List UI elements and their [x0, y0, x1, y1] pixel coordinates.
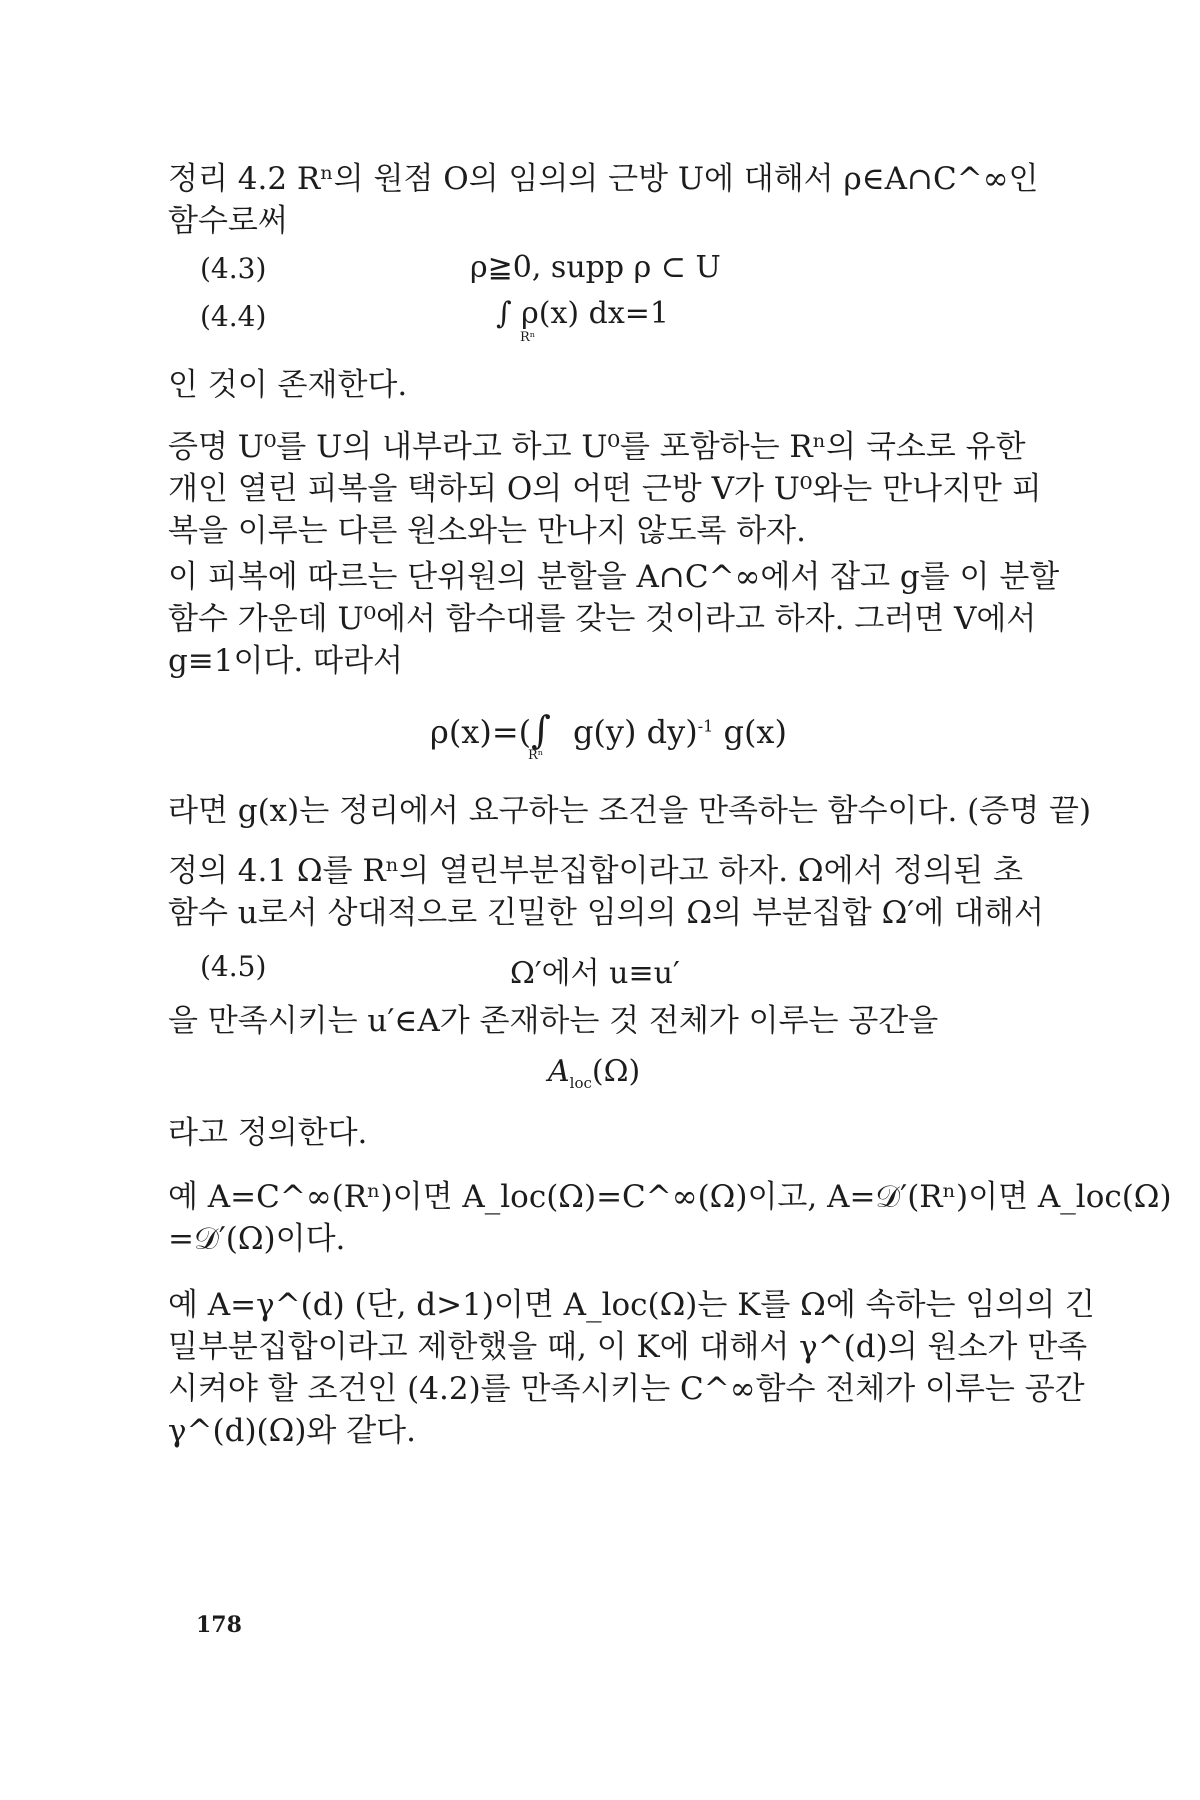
example-2-line3: 시켜야 할 조건인 (4.2)를 만족시키는 C^∞함수 전체가 이루는 공간 — [168, 1371, 1085, 1407]
equation-4-3: ρ≧0, supp ρ ⊂ U — [470, 250, 721, 285]
example-2-line1: 예 A=γ^(d) (단, d>1)이면 A_loc(Ω)는 K를 Ω에 속하는 임의의 긴 — [168, 1287, 1095, 1323]
definition-4-1-line2: 함수 u로서 상대적으로 긴밀한 임의의 Ω의 부분집합 Ω′에 대해서 — [168, 895, 1044, 931]
equation-rho-mid: g(y) dy) — [572, 713, 698, 751]
proof-line1: 증명 U⁰를 U의 내부라고 하고 U⁰를 포함하는 Rⁿ의 국소로 유한 — [168, 429, 1026, 465]
proof-conclusion: 라면 g(x)는 정리에서 요구하는 조건을 만족하는 함수이다. (증명 끝) — [168, 793, 1092, 829]
definition-4-1-line3: 을 만족시키는 u′∈A가 존재하는 것 전체가 이루는 공간을 — [168, 1003, 939, 1039]
proof-line2: 개인 열린 피복을 택하되 O의 어떤 근방 V가 U⁰와는 만나지만 피 — [168, 471, 1042, 507]
equation-rho-subscript: Rⁿ — [528, 748, 544, 763]
equation-4-4-subscript: Rⁿ — [520, 330, 536, 345]
theorem-4-2-line1: 정리 4.2 Rⁿ의 원점 O의 임의의 근방 U에 대해서 ρ∈A∩C^∞인 — [168, 161, 1039, 197]
definition-4-1-line1: 정의 4.1 Ω를 Rⁿ의 열린부분집합이라고 하자. Ω에서 정의된 초 — [168, 853, 1024, 889]
page-number: 178 — [196, 1612, 242, 1638]
proof-line6: g≡1이다. 따라서 — [168, 643, 403, 679]
proof-line5: 함수 가운데 U⁰에서 함수대를 갖는 것이라고 하자. 그러면 V에서 — [168, 601, 1037, 637]
equation-rho-integral: ∫ — [531, 708, 551, 752]
definition-4-1-line4: 라고 정의한다. — [168, 1115, 368, 1151]
example-1-line2: =𝒟′(Ω)이다. — [168, 1221, 346, 1257]
theorem-conclusion: 인 것이 존재한다. — [168, 367, 408, 403]
theorem-4-2-line2: 함수로써 — [168, 203, 288, 239]
equation-number-4-4: (4.4) — [200, 300, 267, 333]
equation-rho-exponent: -1 — [697, 716, 714, 736]
equation-rho-left: ρ(x)=( — [430, 713, 532, 751]
equation-rho — [430, 708, 787, 752]
equation-number-4-5: (4.5) — [200, 950, 267, 983]
equation-aloc — [548, 1054, 640, 1092]
equation-aloc-symbol: A — [548, 1054, 570, 1089]
example-2-line4: γ^(d)(Ω)와 같다. — [168, 1413, 416, 1449]
example-2-line2: 밀부분집합이라고 제한했을 때, 이 K에 대해서 γ^(d)의 원소가 만족 — [168, 1329, 1088, 1365]
equation-aloc-rest: (Ω) — [591, 1054, 641, 1089]
equation-number-4-3: (4.3) — [200, 252, 267, 285]
proof-line3: 복을 이루는 다른 원소와는 만나지 않도록 하자. — [168, 513, 806, 549]
equation-rho-right: g(x) — [723, 713, 787, 751]
equation-4-4: ∫ ρ(x) dx=1 — [496, 296, 670, 331]
proof-line4: 이 피복에 따르는 단위원의 분할을 A∩C^∞에서 잡고 g를 이 분할 — [168, 559, 1060, 595]
equation-4-5: Ω′에서 u≡u′ — [510, 956, 680, 991]
example-1-line1: 예 A=C^∞(Rⁿ)이면 A_loc(Ω)=C^∞(Ω)이고, A=𝒟′(Rⁿ)이면 A_loc(Ω) — [168, 1179, 1172, 1215]
equation-aloc-subscript: loc — [569, 1074, 592, 1092]
